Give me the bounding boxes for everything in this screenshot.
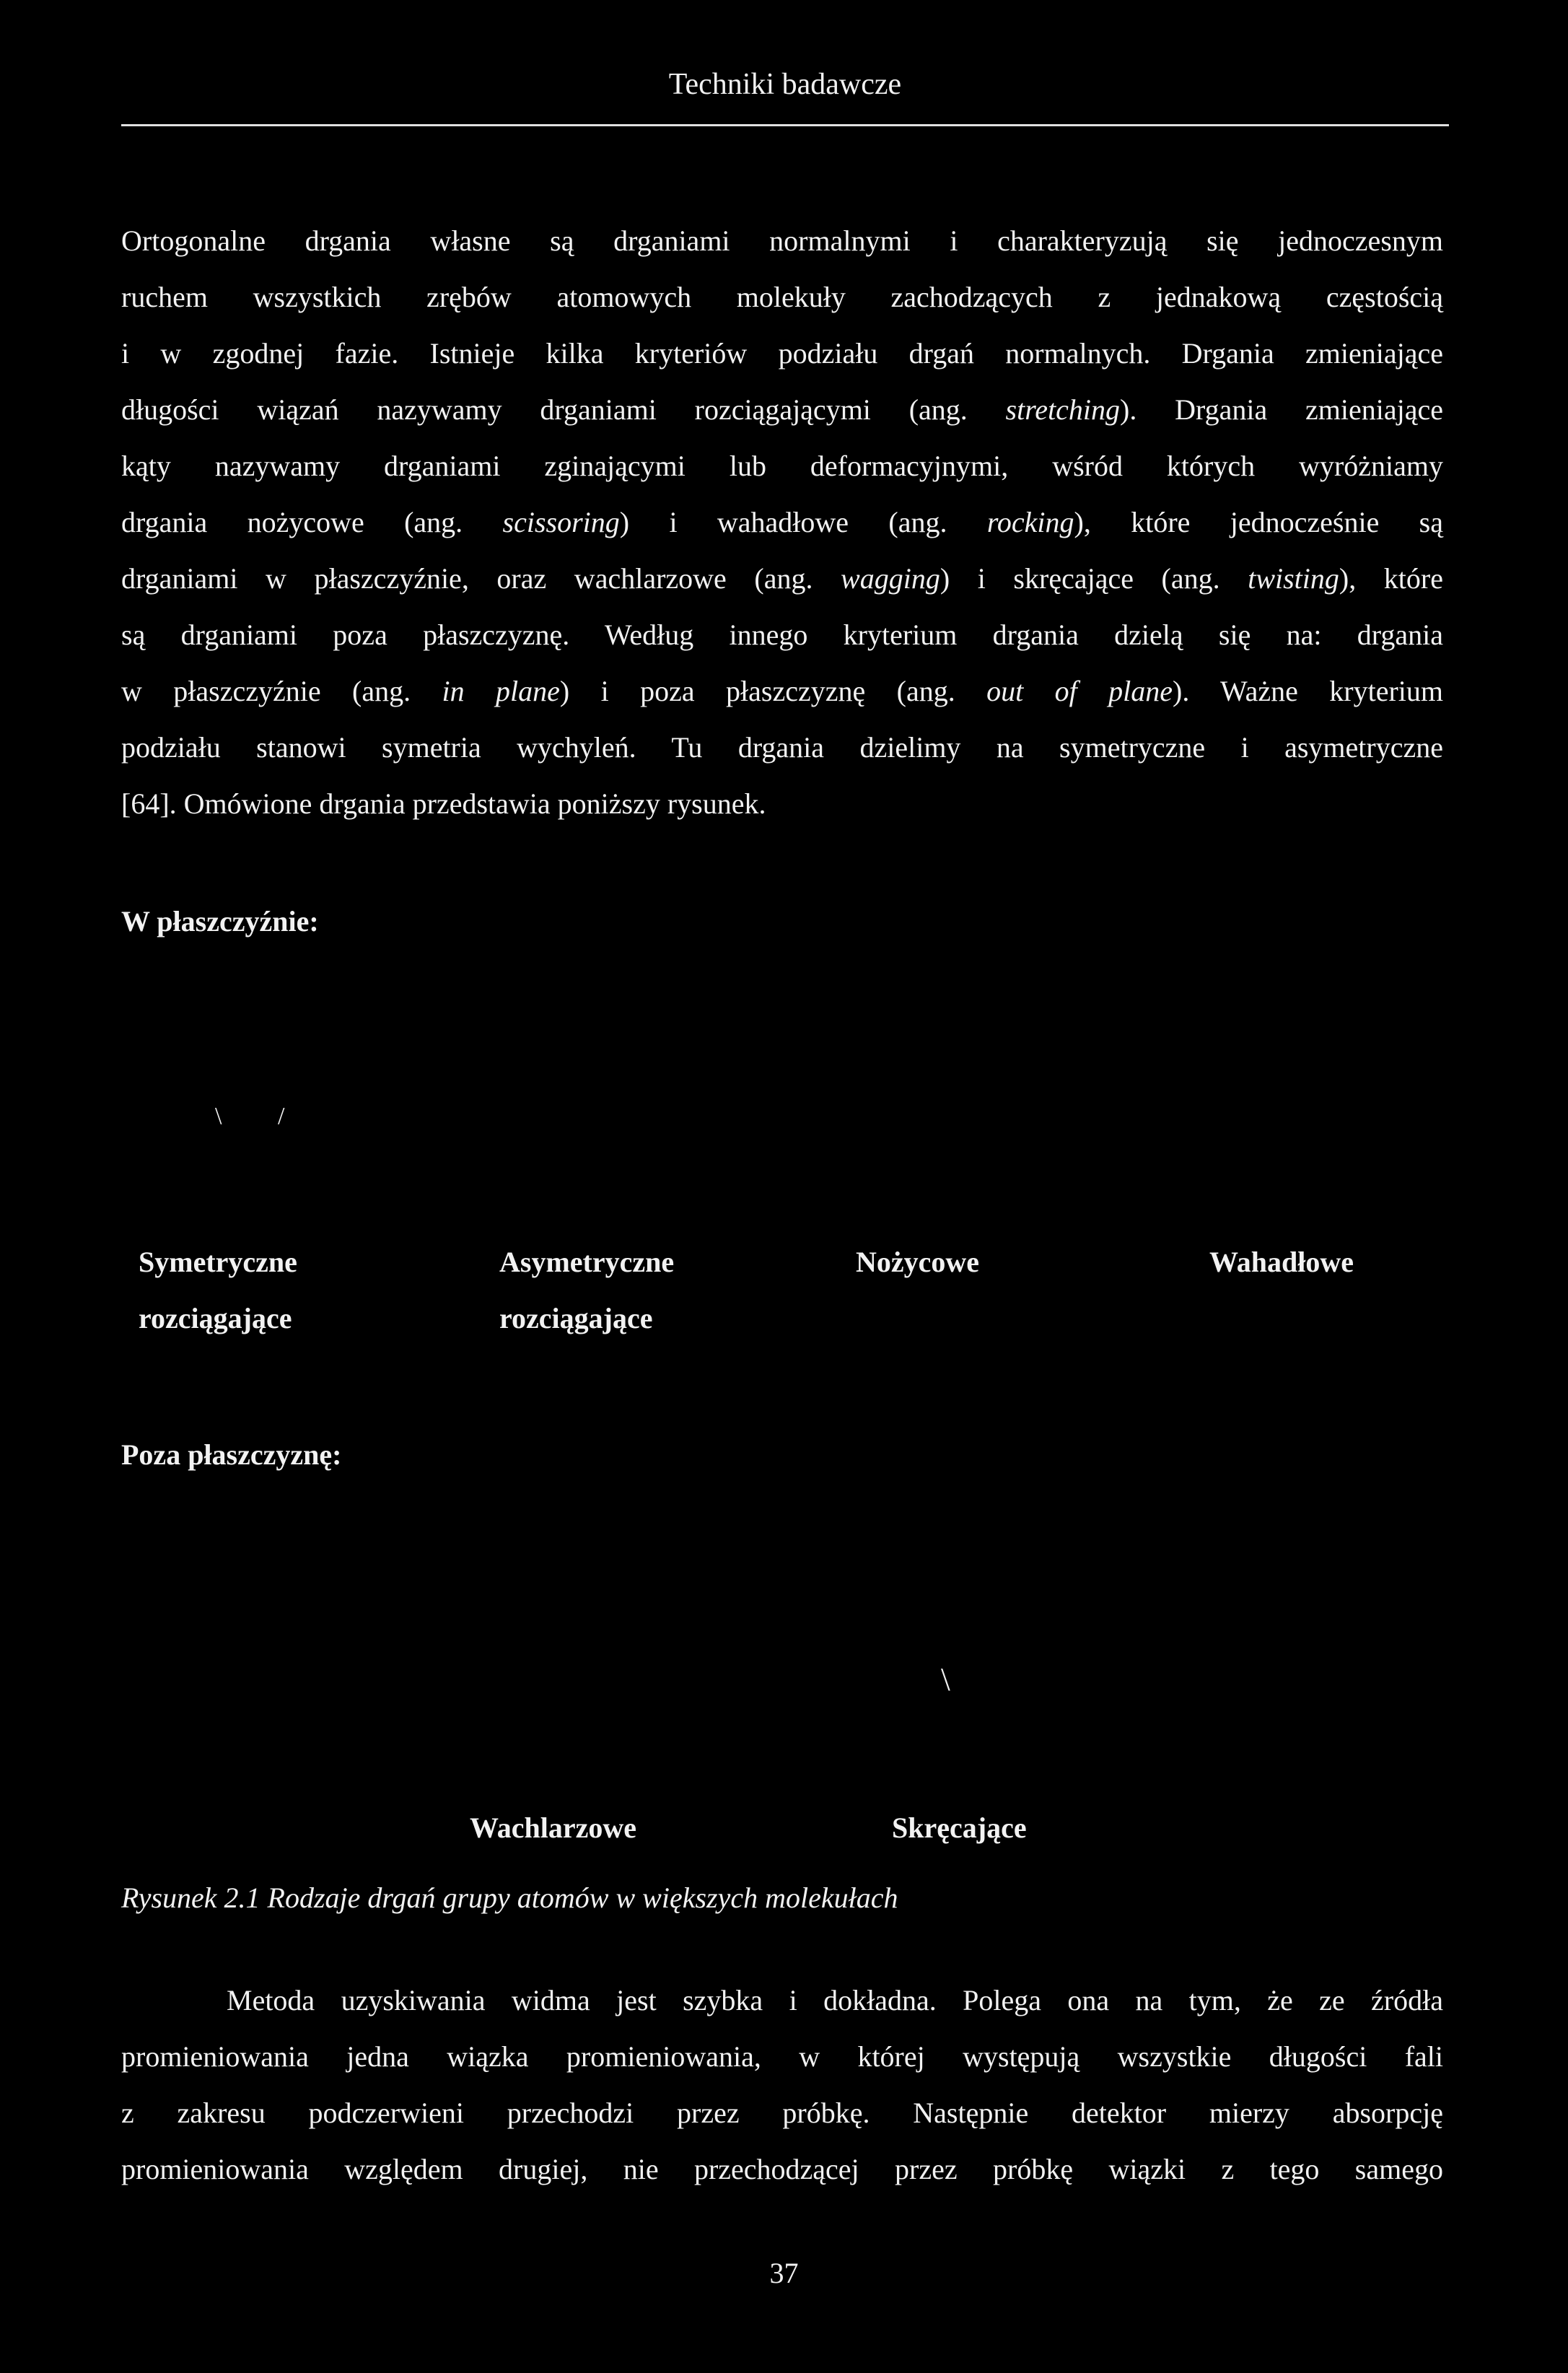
text-line: Metoda uzyskiwania widma jest szybka i dokładna. Polega ona na tym, że ze źródła: [227, 1984, 1443, 2016]
term-out-of-plane: out of plane: [986, 675, 1173, 707]
text-run: długości wiązań nazywamy drganiami rozciągającymi (ang.: [121, 393, 1006, 426]
label-twisting: Skręcające: [892, 1812, 1027, 1844]
term-scissoring: scissoring: [502, 506, 620, 538]
diagram-bond-mark: /: [278, 1103, 285, 1129]
text-run: ). Drgania zmieniające: [1120, 393, 1443, 426]
label-scissoring: Nożycowe: [856, 1246, 980, 1278]
text-run: ), które jednocześnie są: [1074, 506, 1444, 538]
page-number: 37: [769, 2257, 799, 2289]
label-line: Symetryczne: [139, 1246, 297, 1278]
text-run: ), które: [1339, 562, 1443, 595]
text-line: z zakresu podczerwieni przechodzi przez próbkę. Następnie detektor mierzy absorpcję: [121, 2097, 1443, 2129]
diagram-bond-mark: \: [215, 1103, 222, 1129]
out-of-plane-heading: Poza płaszczyznę:: [121, 1438, 342, 1471]
running-header: Techniki badawcze: [668, 68, 902, 101]
text-line: [121, 663, 1443, 720]
header-rule: [121, 124, 1449, 126]
text-line: promieniowania względem drugiej, nie przechodzącej przez próbkę wiązki z tego samego: [121, 2153, 1443, 2185]
text-line: kąty nazywamy drganiami zginającymi lub deformacyjnymi, wśród których wyróżniamy: [121, 450, 1443, 482]
label-wagging: Wachlarzowe: [470, 1812, 637, 1844]
text-line: Ortogonalne drgania własne są drganiami normalnymi i charakteryzują się jednoczesnym: [121, 224, 1443, 257]
text-line: podziału stanowi symetria wychyleń. Tu drgania dzielimy na symetryczne i asymetryczne: [121, 731, 1443, 764]
label-asymmetric-stretching: [499, 1234, 674, 1347]
text-run: ) i wahadłowe (ang.: [619, 506, 987, 538]
text-line: [121, 494, 1443, 551]
label-line: rozciągające: [139, 1302, 292, 1334]
term-twisting: twisting: [1248, 562, 1339, 595]
term-stretching: stretching: [1005, 393, 1121, 426]
term-wagging: wagging: [841, 562, 940, 595]
diagram-bond-mark: \: [941, 1661, 950, 1697]
text-run: ) i skręcające (ang.: [940, 562, 1248, 595]
label-line: Asymetryczne: [499, 1246, 675, 1278]
text-line: ruchem wszystkich zrębów atomowych molekuły zachodzących z jednakową częstością: [121, 281, 1443, 313]
label-symmetric-stretching: [139, 1234, 297, 1347]
paragraph-spectrum-method: [121, 1972, 1443, 2198]
label-line: rozciągające: [499, 1302, 653, 1334]
text-line: są drganiami poza płaszczyznę. Według innego kryterium drgania dzielą się na: drgania: [121, 619, 1443, 651]
term-in-plane: in plane: [442, 675, 560, 707]
paragraph-vibrations-intro: [121, 213, 1443, 832]
text-run: drganiami w płaszczyźnie, oraz wachlarzowe (ang.: [121, 562, 841, 595]
text-line: [121, 382, 1443, 438]
text-run: w płaszczyźnie (ang.: [121, 675, 442, 707]
text-run: ) i poza płaszczyznę (ang.: [559, 675, 987, 707]
text-line: i w zgodnej fazie. Istnieje kilka kryteriów podziału drgań normalnych. Drgania zmieniające: [121, 337, 1443, 370]
text-line: promieniowania jedna wiązka promieniowania, w której występują wszystkie długości fali: [121, 2040, 1443, 2073]
text-line: [121, 551, 1443, 607]
figure-caption: Rysunek 2.1 Rodzaje drgań grupy atomów w większych molekułach: [121, 1882, 898, 1914]
in-plane-heading: W płaszczyźnie:: [121, 905, 319, 938]
label-rocking: Wahadłowe: [1209, 1246, 1354, 1278]
text-run: drgania nożycowe (ang.: [121, 506, 503, 538]
text-run: ). Ważne kryterium: [1173, 675, 1444, 707]
term-rocking: rocking: [986, 506, 1074, 538]
text-line: [64]. Omówione drgania przedstawia poniższy rysunek.: [121, 787, 766, 820]
